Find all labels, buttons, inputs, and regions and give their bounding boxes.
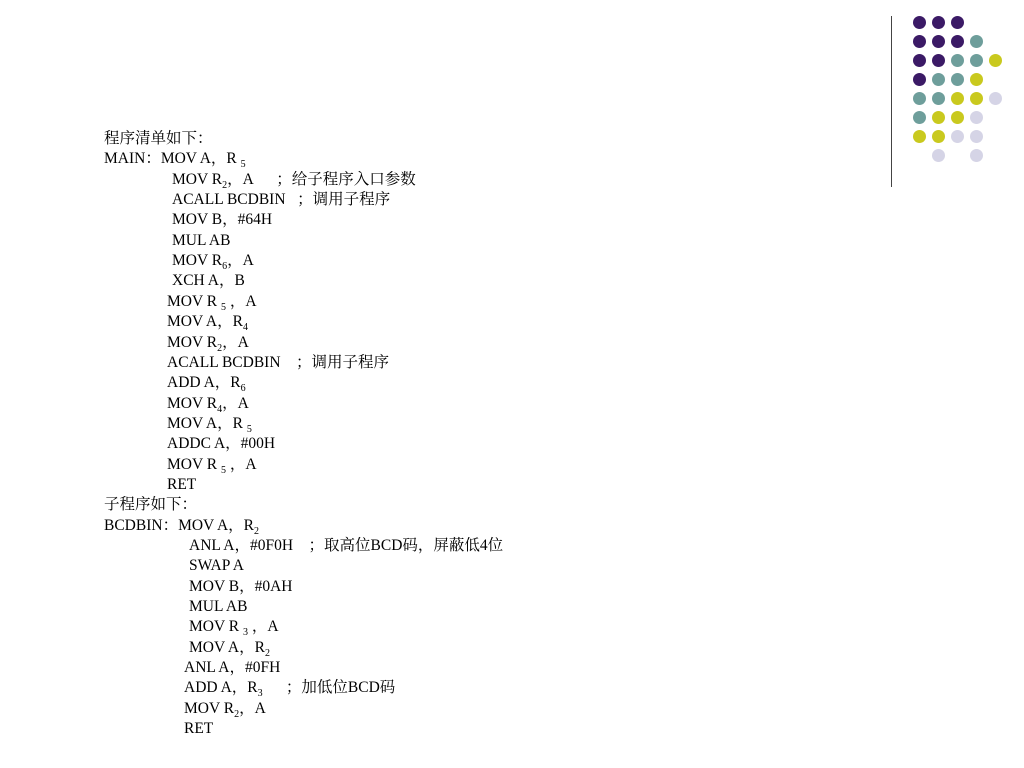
- decor-dot: [970, 92, 983, 105]
- code-text: MOV R: [167, 292, 221, 310]
- decor-dot: [913, 16, 926, 29]
- decor-dot: [970, 130, 983, 143]
- register-subscript: 3: [257, 688, 263, 700]
- decor-dot: [913, 111, 926, 124]
- code-line: [167, 374, 246, 395]
- code-text: MUL AB: [189, 598, 248, 616]
- register-subscript: 4: [217, 403, 223, 415]
- code-text: MOV B，#0AH: [189, 577, 293, 595]
- code-line: [184, 720, 213, 738]
- code-text: MOV A，R: [167, 313, 243, 331]
- code-line: [189, 598, 247, 616]
- code-text: XCH A，B: [172, 272, 245, 290]
- code-text: ，A: [222, 394, 249, 412]
- code-line: [167, 334, 249, 352]
- decor-dot: [970, 35, 983, 48]
- decor-dot: [951, 16, 964, 29]
- decor-dot: [932, 16, 945, 29]
- code-line: [104, 150, 246, 171]
- code-line: [167, 415, 252, 433]
- register-subscript: 6: [222, 261, 228, 273]
- code-line: [167, 395, 249, 413]
- code-text: ，A: [239, 699, 266, 717]
- code-text: MOV R: [167, 455, 221, 473]
- decor-dot: [951, 111, 964, 124]
- code-text: MOV R: [167, 333, 218, 351]
- decor-dot: [913, 130, 926, 143]
- code-line: [184, 659, 280, 677]
- register-subscript: 5: [240, 159, 246, 171]
- decor-dot: [932, 54, 945, 67]
- register-subscript: 5: [246, 423, 252, 435]
- decor-dot: [932, 111, 945, 124]
- decor-dot: [913, 92, 926, 105]
- code-text: SWAP A: [189, 557, 244, 575]
- code-text: RET: [184, 720, 214, 738]
- code-line: [184, 700, 266, 718]
- code-text: MOV R: [172, 252, 223, 270]
- code-text: BCDBIN：MOV A，R: [104, 516, 255, 534]
- code-line: [104, 517, 259, 535]
- register-subscript: 2: [254, 525, 260, 537]
- decor-dot: [913, 73, 926, 86]
- decor-dot: [913, 35, 926, 48]
- decor-dot: [989, 54, 1002, 67]
- code-text: ADD A，R: [184, 679, 258, 697]
- decor-dot: [970, 111, 983, 124]
- code-text: ，A ；给子程序入口参数: [227, 170, 416, 188]
- decor-dot: [932, 149, 945, 162]
- code-line: [189, 537, 503, 555]
- register-subscript: 5: [220, 301, 226, 313]
- code-line: [167, 435, 275, 453]
- code-text: ，A: [247, 618, 279, 636]
- decorative-divider-line: [891, 16, 892, 187]
- decor-dot: [932, 35, 945, 48]
- code-text: ，A: [222, 333, 249, 351]
- code-text: ，A: [225, 292, 257, 310]
- code-line: [172, 191, 390, 209]
- code-text: MOV R: [167, 394, 218, 412]
- code-line: [184, 679, 396, 700]
- code-line: [167, 313, 248, 334]
- code-text: MOV R: [189, 618, 243, 636]
- decor-dot: [970, 149, 983, 162]
- decor-dot: [951, 92, 964, 105]
- code-text: ANL A，#0F0H ；取高位BCD码，屏蔽低4位: [189, 537, 504, 554]
- code-line: [104, 496, 197, 514]
- code-text: ADD A，R: [167, 374, 241, 392]
- register-subscript: 2: [234, 708, 240, 720]
- decor-dot: [932, 130, 945, 143]
- code-text: MOV A，R: [167, 414, 247, 432]
- code-text: MOV B，#64H: [172, 211, 273, 229]
- code-line: [172, 252, 254, 273]
- code-line: [172, 272, 245, 290]
- code-text: MOV A，R: [189, 638, 265, 656]
- decor-dot: [932, 73, 945, 86]
- code-line: [172, 232, 230, 250]
- register-subscript: 2: [264, 647, 270, 659]
- code-line: [172, 171, 416, 189]
- decor-dot: [913, 54, 926, 67]
- code-line: [167, 293, 257, 311]
- code-line: [104, 130, 213, 148]
- code-text: RET: [167, 475, 197, 493]
- code-text: MUL AB: [172, 231, 231, 249]
- register-subscript: 3: [242, 627, 248, 639]
- code-text: MOV R: [184, 699, 235, 717]
- register-subscript: 6: [240, 383, 246, 395]
- code-line: [167, 456, 257, 474]
- decor-dot: [951, 73, 964, 86]
- decor-dot: [970, 54, 983, 67]
- code-text: MAIN：MOV A，R: [104, 150, 241, 168]
- register-subscript: 4: [242, 322, 248, 334]
- code-text: MOV R: [172, 170, 223, 188]
- code-text: ADDC A，#00H: [167, 435, 276, 453]
- code-line: [167, 476, 196, 494]
- code-text: ACALL BCDBIN ；调用子程序: [172, 191, 391, 209]
- code-line: [167, 354, 389, 372]
- code-line: [189, 578, 293, 596]
- decor-dot: [970, 73, 983, 86]
- decor-dot: [951, 35, 964, 48]
- code-line: [189, 618, 279, 639]
- code-line: [189, 557, 244, 575]
- code-text: ；加低位BCD码: [262, 679, 396, 697]
- decor-dot: [932, 92, 945, 105]
- code-text: ，A: [227, 252, 254, 270]
- register-subscript: 2: [222, 179, 228, 191]
- register-subscript: 5: [220, 464, 226, 476]
- code-text: ACALL BCDBIN ；调用子程序: [167, 353, 390, 371]
- code-text: 子程序如下：: [104, 496, 198, 514]
- code-line: [189, 639, 270, 657]
- decor-dot: [989, 92, 1002, 105]
- decor-dot: [951, 54, 964, 67]
- code-text: ANL A，#0FH: [184, 659, 281, 677]
- code-line: [172, 211, 272, 229]
- code-text: 程序清单如下：: [104, 130, 213, 147]
- decor-dot: [951, 130, 964, 143]
- code-text: ，A: [225, 455, 257, 473]
- register-subscript: 2: [217, 342, 223, 354]
